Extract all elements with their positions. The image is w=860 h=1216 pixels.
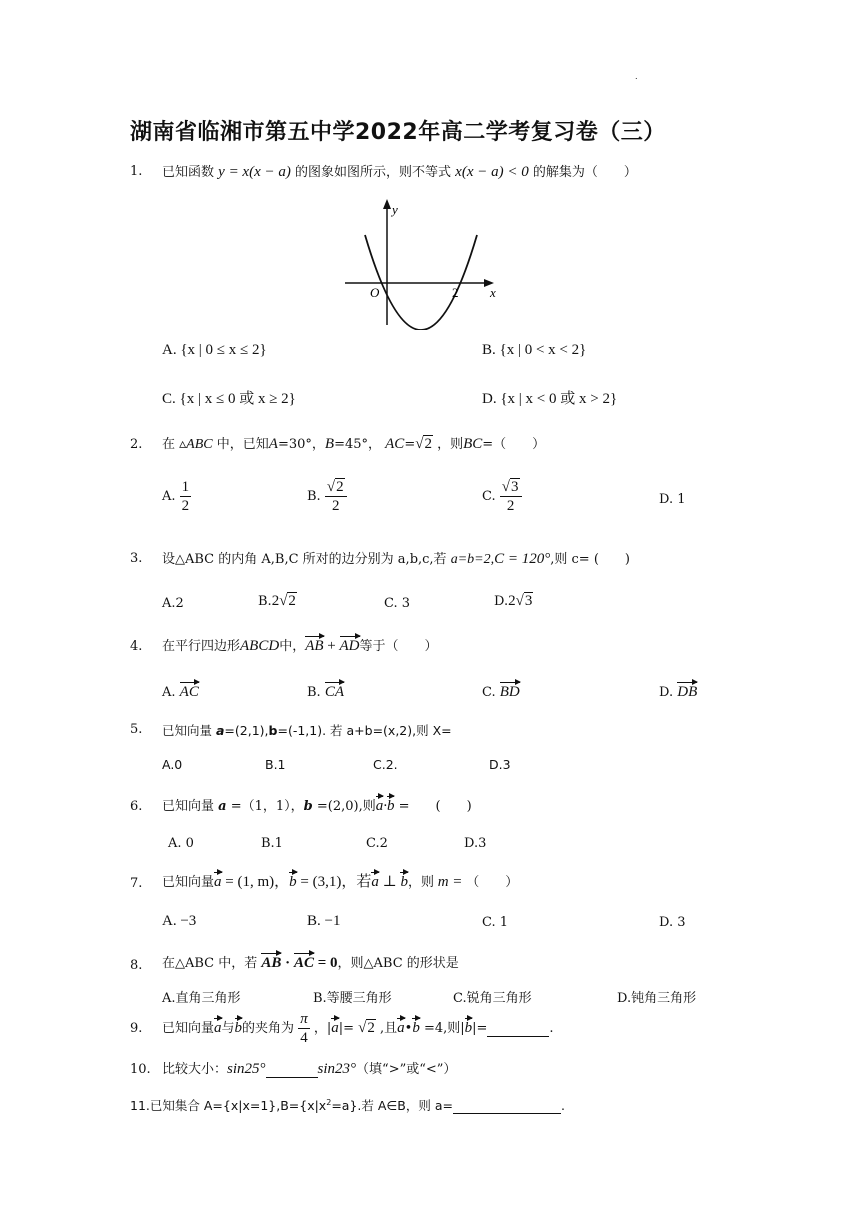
question-8-option-d[interactable]: D.钝角三角形 (617, 991, 697, 1006)
question-1-text: 已知函数 y = x(x − a) 的图象如图所示，则不等式 x(x − a) < 0 的解集为（ ） (162, 164, 637, 180)
question-8-number: 8. (130, 958, 143, 973)
question-9-number: 9. (130, 1021, 143, 1036)
y-axis-arrow (383, 199, 391, 209)
question-2-option-d[interactable]: D. 1 (659, 492, 686, 507)
question-4-text: 在平行四边形ABCD中，AB + AD等于（ ） (162, 634, 438, 655)
question-3-number: 3. (130, 551, 143, 566)
question-4-option-c[interactable]: C. BD (482, 680, 520, 701)
question-9-text: 已知向量a与b的夹角为 $\frac{\pi}{4}$ ，|a|= √2 ,且a•b =4,则|b|= . (162, 1011, 554, 1046)
question-7-text: 已知向量a = (1, m)，b = (3,1)，若a ⊥ b，则 m = （ ） (162, 870, 518, 891)
graph-root-label: 2 (452, 285, 459, 300)
question-1-number: 1. (130, 164, 143, 179)
question-8-option-a[interactable]: A.直角三角形 (162, 991, 241, 1006)
question-8-option-c[interactable]: C.锐角三角形 (453, 991, 532, 1006)
question-11-answer-blank[interactable] (453, 1098, 561, 1114)
question-1-inequality: x(x − a) < 0 (455, 164, 529, 180)
graph-y-label: y (392, 202, 398, 217)
question-10-answer-blank[interactable] (266, 1062, 318, 1078)
question-6-text: 已知向量 a =（1，1），b =(2,0),则a·b = ( ) (162, 794, 472, 815)
question-7-option-b[interactable]: B. −1 (307, 913, 341, 929)
question-1-function: y = x(x − a) (218, 164, 291, 180)
question-8-text: 在△ABC 中，若 AB · AC = 0，则△ABC 的形状是 (162, 951, 459, 972)
question-1-option-d[interactable]: D. {x | x < 0 或 x > 2} (482, 391, 618, 407)
question-5-text: 已知向量 a=(2,1),b=(-1,1). 若 a+b=(x,2),则 X= (162, 723, 452, 738)
question-6-number: 6. (130, 799, 143, 814)
question-5-option-d[interactable]: D.3 (489, 757, 511, 772)
question-6-option-a[interactable]: A. 0 (168, 836, 194, 851)
question-4-option-b[interactable]: B. CA (307, 680, 344, 701)
question-3-option-c[interactable]: C. 3 (384, 596, 411, 611)
parabola-graph (340, 195, 505, 330)
question-2-option-c[interactable]: C. $\frac{√3}{2}$ (482, 478, 522, 515)
question-1-option-c[interactable]: C. {x | x ≤ 0 或 x ≥ 2} (162, 391, 296, 407)
question-1-option-a[interactable]: A. {x | 0 ≤ x ≤ 2} (162, 342, 267, 358)
question-1-option-b[interactable]: B. {x | 0 < x < 2} (482, 342, 587, 358)
question-5-option-a[interactable]: A.0 (162, 757, 183, 772)
question-2-text: 在 ▵ABC 中，已知A=30°，B=45°， AC=√2 ，则BC=（ ） (162, 436, 546, 452)
question-6-option-b[interactable]: B.1 (261, 836, 283, 851)
question-5-option-c[interactable]: C.2. (373, 757, 398, 772)
question-6-option-d[interactable]: D.3 (464, 836, 487, 851)
question-11-text: 11.已知集合 $A=\{x|x=1\},B=\{x|x^2=a\}$.若 A∈B，则 a= . (130, 1097, 565, 1113)
graph-origin-label: O (370, 285, 380, 300)
question-10-text: 比较大小：sin25° sin23°（填“>”或“<”） (162, 1061, 457, 1077)
question-3-option-d[interactable]: D.2√3 (494, 593, 533, 609)
question-7-option-d[interactable]: D. 3 (659, 915, 686, 930)
question-7-option-c[interactable]: C. 1 (482, 915, 509, 930)
question-9-answer-blank[interactable] (487, 1021, 549, 1037)
question-5-number: 5. (130, 722, 143, 737)
question-2-number: 2. (130, 437, 143, 452)
question-4-number: 4. (130, 639, 143, 654)
question-6-option-c[interactable]: C.2 (366, 836, 388, 851)
question-3-option-a[interactable]: A.2 (162, 596, 184, 611)
question-7-number: 7. (130, 876, 143, 891)
question-10-number: 10. (130, 1062, 151, 1077)
question-11-number: 11. (130, 1098, 150, 1113)
question-8-option-b[interactable]: B.等腰三角形 (313, 991, 392, 1006)
question-2-option-a[interactable]: A. $\frac{1}{2}$ (162, 479, 190, 514)
corner-mark: . (635, 72, 638, 81)
graph-x-label: x (490, 285, 496, 300)
question-7-option-a[interactable]: A. −3 (162, 913, 197, 929)
question-5-option-b[interactable]: B.1 (265, 757, 286, 772)
question-2-option-b[interactable]: B. $\frac{√2}{2}$ (307, 478, 347, 515)
question-3-text: 设△ABC 的内角 A,B,C 所对的边分别为 a,b,c,若 a=b=2,C = 120°,则 c= ( ) (162, 551, 630, 567)
question-4-option-d[interactable]: D. DB (659, 680, 697, 701)
page-title: 湖南省临湘市第五中学2022年高二学考复习卷（三） (130, 120, 666, 145)
question-4-option-a[interactable]: A. AC (162, 680, 199, 701)
question-3-option-b[interactable]: B.2√2 (258, 593, 296, 609)
